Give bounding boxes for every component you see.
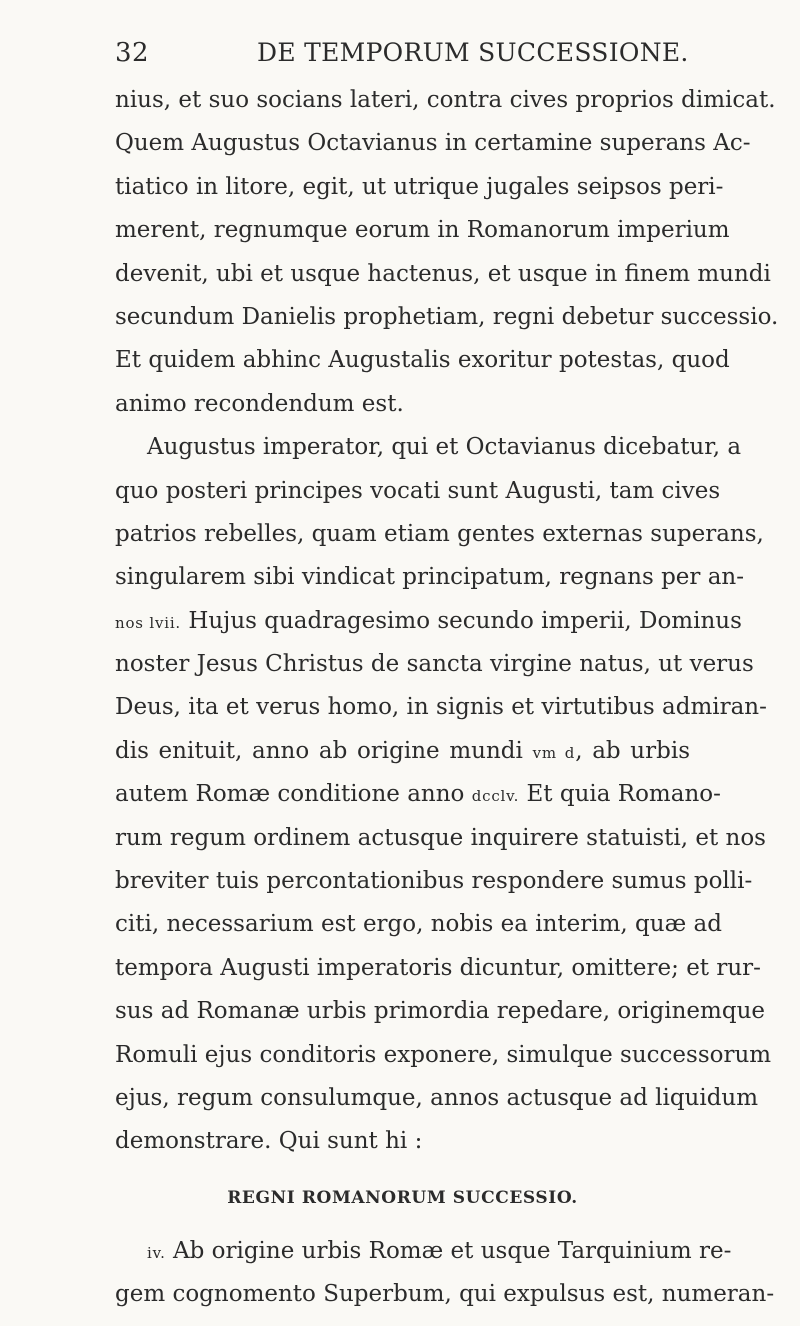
text-line: patrios rebelles, quam etiam gentes externas superans, xyxy=(115,520,764,547)
text-line: devenit, ubi et usque hactenus, et usque in finem mundi xyxy=(115,260,771,287)
text-line: tempora Augusti imperatoris dicuntur, omittere; et rur- xyxy=(115,954,761,981)
text-line: noster Jesus Christus de sancta virgine natus, ut verus xyxy=(115,651,754,678)
text-line: nius, et suo socians lateri, contra cives proprios dimicat. xyxy=(115,87,776,113)
text-line: gem cognomento Superbum, qui expulsus est, numeran- xyxy=(115,1281,775,1308)
text-line: rum regum ordinem actusque inquirere statuisti, et nos xyxy=(115,824,766,851)
text-span: Et quia Romano- xyxy=(526,781,721,808)
paragraph-1 xyxy=(115,79,779,426)
text-line: secundum Danielis prophetiam, regni debetur successio. xyxy=(115,303,779,330)
text-span: dis enituit, anno ab origine mundi xyxy=(115,737,523,764)
text-line: Et quidem abhinc Augustalis exoritur potestas, quod xyxy=(115,347,730,374)
text-line: ejus, regum consulumque, annos actusque ad liquidum xyxy=(115,1084,759,1111)
page-number: 32 xyxy=(115,38,150,68)
text-line: quo posteri principes vocati sunt Augusti, tam cives xyxy=(115,477,721,504)
text-line: sus ad Romanæ urbis primordia repedare, originemque xyxy=(115,998,765,1025)
running-head: DE TEMPORUM SUCCESSIONE. xyxy=(257,38,689,67)
text-line: Deus, ita et verus homo, in signis et virtutibus admiran- xyxy=(115,694,767,721)
text-line: demonstrare. Qui sunt hi : xyxy=(115,1128,423,1155)
body-text xyxy=(115,79,779,1317)
page-header xyxy=(115,38,690,78)
text-line: Romuli ejus conditoris exponere, simulque successorum xyxy=(115,1041,772,1068)
text-line xyxy=(115,730,690,773)
paragraph-3 xyxy=(115,1230,775,1317)
text-line: animo recondendum est. xyxy=(115,390,404,417)
text-line xyxy=(115,600,742,643)
text-span: , ab urbis xyxy=(575,737,690,764)
text-line: Quem Augustus Octavianus in certamine superans Ac- xyxy=(115,130,751,157)
roman-numeral: dcclv. xyxy=(471,787,520,806)
text-span: Ab origine urbis Romæ et usque Tarquinium re- xyxy=(172,1237,732,1264)
text-line: singularem sibi vindicat principatum, regnans per an- xyxy=(115,564,745,591)
text-line: breviter tuis percontationibus respondere sumus polli- xyxy=(115,868,753,895)
text-line: citi, necessarium est ergo, nobis ea interim, quæ ad xyxy=(115,911,722,938)
section-numeral: iv. xyxy=(147,1243,166,1262)
text-line: merent, regnumque eorum in Romanorum imperium xyxy=(115,217,730,244)
paragraph-2 xyxy=(115,426,772,1164)
text-line xyxy=(115,1230,732,1273)
roman-numeral: vm d xyxy=(532,743,576,762)
text-line: tiatico in litore, egit, ut utrique jugales seipsos peri- xyxy=(115,173,724,200)
text-span: autem Romæ conditione anno xyxy=(115,781,465,808)
text-line xyxy=(115,773,721,816)
section-heading: REGNI ROMANORUM SUCCESSIO. xyxy=(227,1187,578,1208)
text-line: Augustus imperator, qui et Octavianus dicebatur, a xyxy=(147,434,742,461)
text-span: Hujus quadragesimo secundo imperii, Dominus xyxy=(188,607,742,634)
roman-numeral: nos lvii. xyxy=(115,613,181,632)
